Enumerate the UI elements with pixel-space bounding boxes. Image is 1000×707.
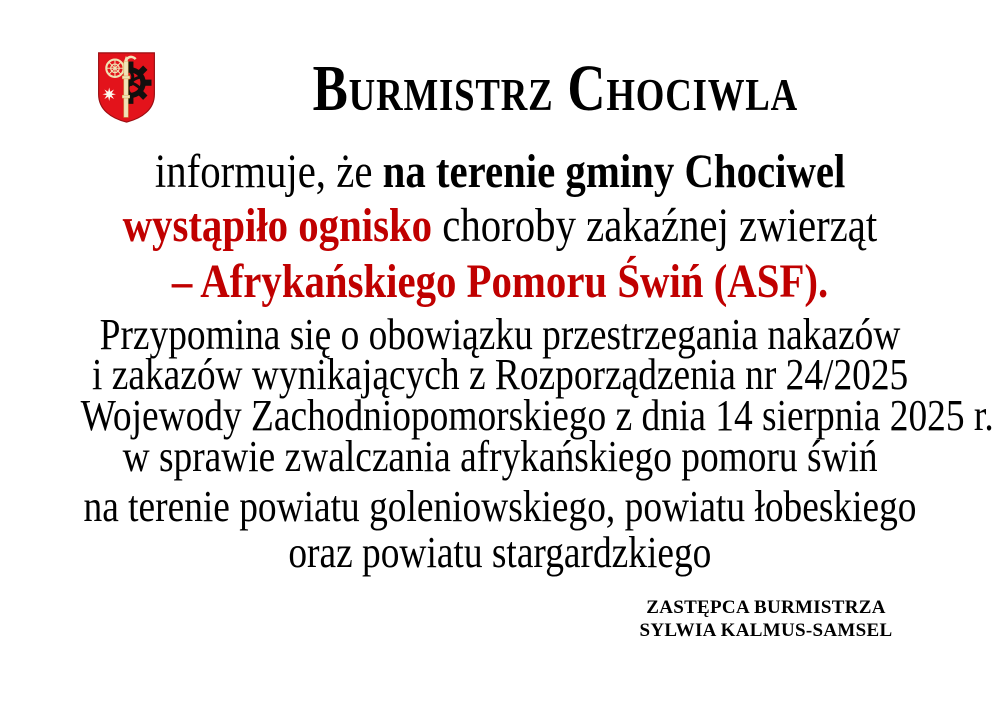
text-segment: informuje, że: [154, 145, 383, 198]
signature-role: ZASTĘPCA BURMISTRZA: [646, 597, 886, 618]
page-title: [110, 52, 1000, 125]
body-line: [0, 255, 1000, 308]
page-title-text: Burmistrz Chociwla: [312, 52, 798, 125]
body-line: [0, 145, 1000, 198]
text-segment: choroby zakaźnej zwierząt: [442, 199, 878, 252]
body-line: [0, 482, 1000, 531]
text-segment-red: – Afrykańskiego Pomoru Świń (ASF).: [171, 255, 829, 308]
signature-block: [572, 596, 960, 642]
text-segment: Wojewody Zachodniopomorskiego z dnia 14 sierpnia 2025 r.: [80, 391, 994, 440]
body-line: [0, 432, 1000, 481]
text-segment-red: wystąpiło ognisko: [122, 199, 443, 252]
text-segment: w sprawie zwalczania afrykańskiego pomoru świń: [122, 432, 878, 481]
text-segment: oraz powiatu stargardzkiego: [288, 528, 712, 577]
text-segment: Przypomina się o obowiązku przestrzegania nakazów: [99, 310, 901, 359]
text-segment-bold: na terenie gminy Chociwel: [382, 145, 846, 198]
text-segment: na terenie powiatu goleniowskiego, powiatu łobeskiego: [83, 482, 917, 531]
text-segment: i zakazów wynikających z Rozporządzenia nr 24/2025: [91, 350, 909, 399]
body-line: [0, 528, 1000, 577]
body-line: [0, 199, 1000, 252]
signature-name: SYLWIA KALMUS-SAMSEL: [639, 620, 893, 641]
